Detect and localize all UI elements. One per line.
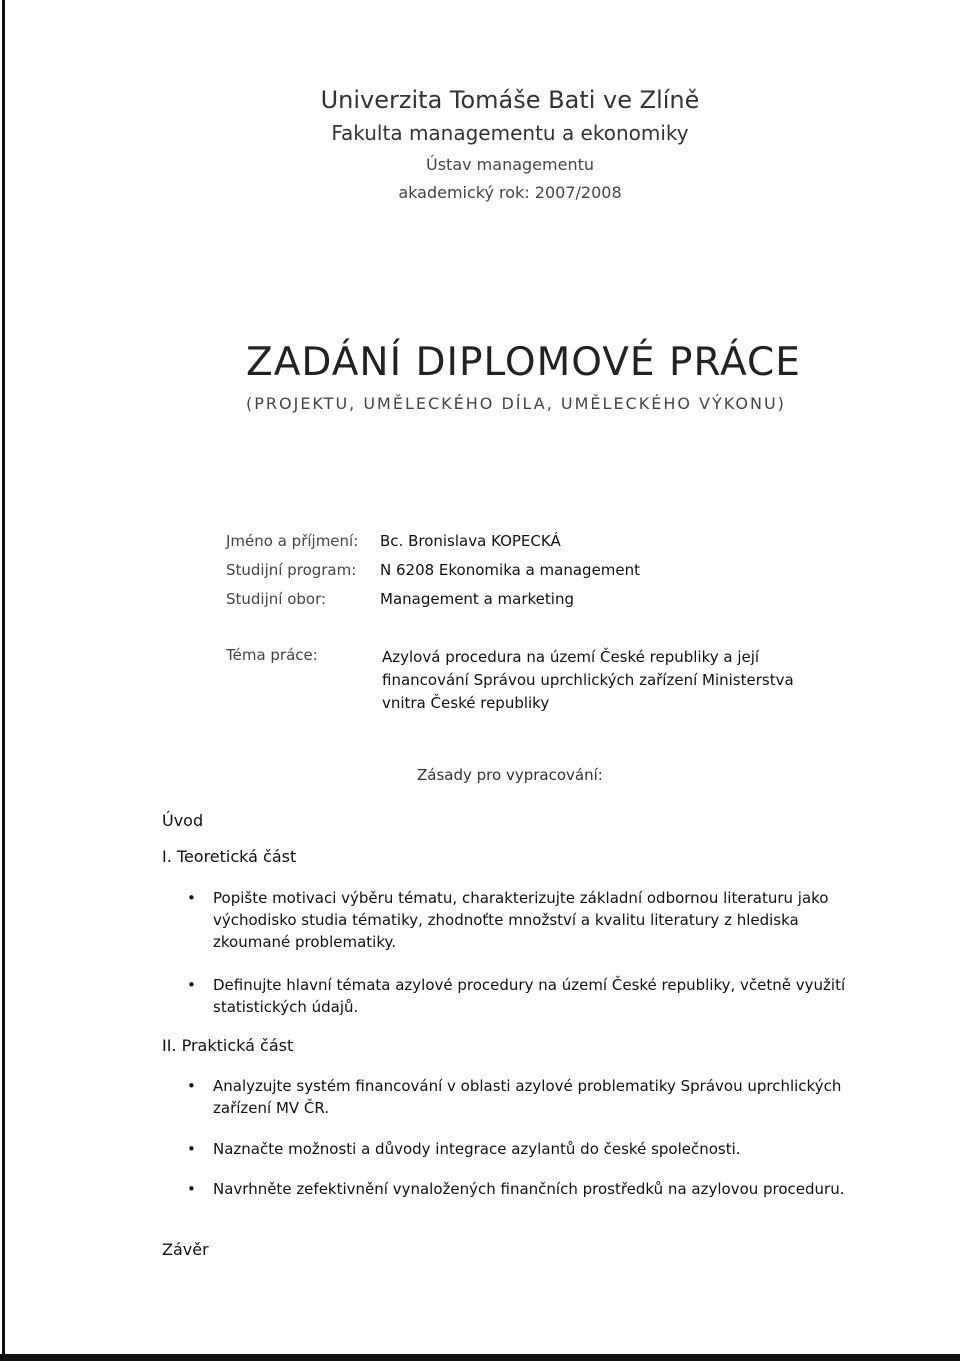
- guidelines-heading: Zásady pro vypracování:: [417, 766, 603, 784]
- topic-value: Azylová procedura na území České republiky a její financování Správou uprchlických zařízení Ministerstva vnitra České republiky: [382, 648, 794, 712]
- bullet-icon: •: [187, 889, 196, 907]
- document-title: ZADÁNÍ DIPLOMOVÉ PRÁCE: [246, 340, 801, 385]
- program-value: N 6208 Ekonomika a management: [380, 561, 641, 579]
- academic-year: akademický rok: 2007/2008: [398, 183, 622, 202]
- scan-edge-bottom: [0, 1354, 960, 1361]
- part1-heading: I. Teoretická část: [162, 847, 297, 866]
- institute-name: Ústav managementu: [426, 155, 594, 174]
- bullet-icon: •: [187, 1180, 196, 1198]
- topic-label: Téma práce:: [226, 646, 318, 664]
- list-item-text: Navrhněte zefektivnění vynaložených finančních prostředků na azylovou proceduru.: [213, 1180, 845, 1198]
- scan-edge-left: [2, 0, 5, 1361]
- university-name: Univerzita Tomáše Bati ve Zlíně: [320, 86, 700, 114]
- name-label: Jméno a příjmení:: [226, 532, 359, 550]
- bullet-icon: •: [187, 1140, 196, 1158]
- name-value: Bc. Bronislava KOPECKÁ: [380, 532, 561, 550]
- part2-heading: II. Praktická část: [162, 1036, 294, 1055]
- list-item-text: Analyzujte systém financování v oblasti azylové problematiky Správou uprchlických zařízení MV ČR.: [213, 1077, 842, 1117]
- field-label: Studijní obor:: [226, 590, 327, 608]
- bullet-icon: •: [187, 1077, 196, 1095]
- list-item-text: Popište motivaci výběru tématu, charakterizujte základní odbornou literaturu jako východisko studia tématiky, zhodnoťte množství a kvalitu literatury z hlediska zkoumané problematiky.: [213, 889, 829, 951]
- field-value: Management a marketing: [380, 590, 574, 608]
- intro-heading: Úvod: [162, 811, 204, 830]
- list-item-text: Definujte hlavní témata azylové procedury na území České republiky, včetně využití statistických údajů.: [213, 976, 846, 1016]
- faculty-name: Fakulta managementu a ekonomiky: [331, 121, 689, 145]
- conclusion-heading: Závěr: [162, 1240, 209, 1259]
- document-subtitle: (PROJEKTU, UMĚLECKÉHO DÍLA, UMĚLECKÉHO VÝKONU): [246, 394, 786, 413]
- bullet-icon: •: [187, 976, 196, 994]
- list-item-text: Naznačte možnosti a důvody integrace azylantů do české společnosti.: [213, 1140, 741, 1158]
- program-label: Studijní program:: [226, 561, 357, 579]
